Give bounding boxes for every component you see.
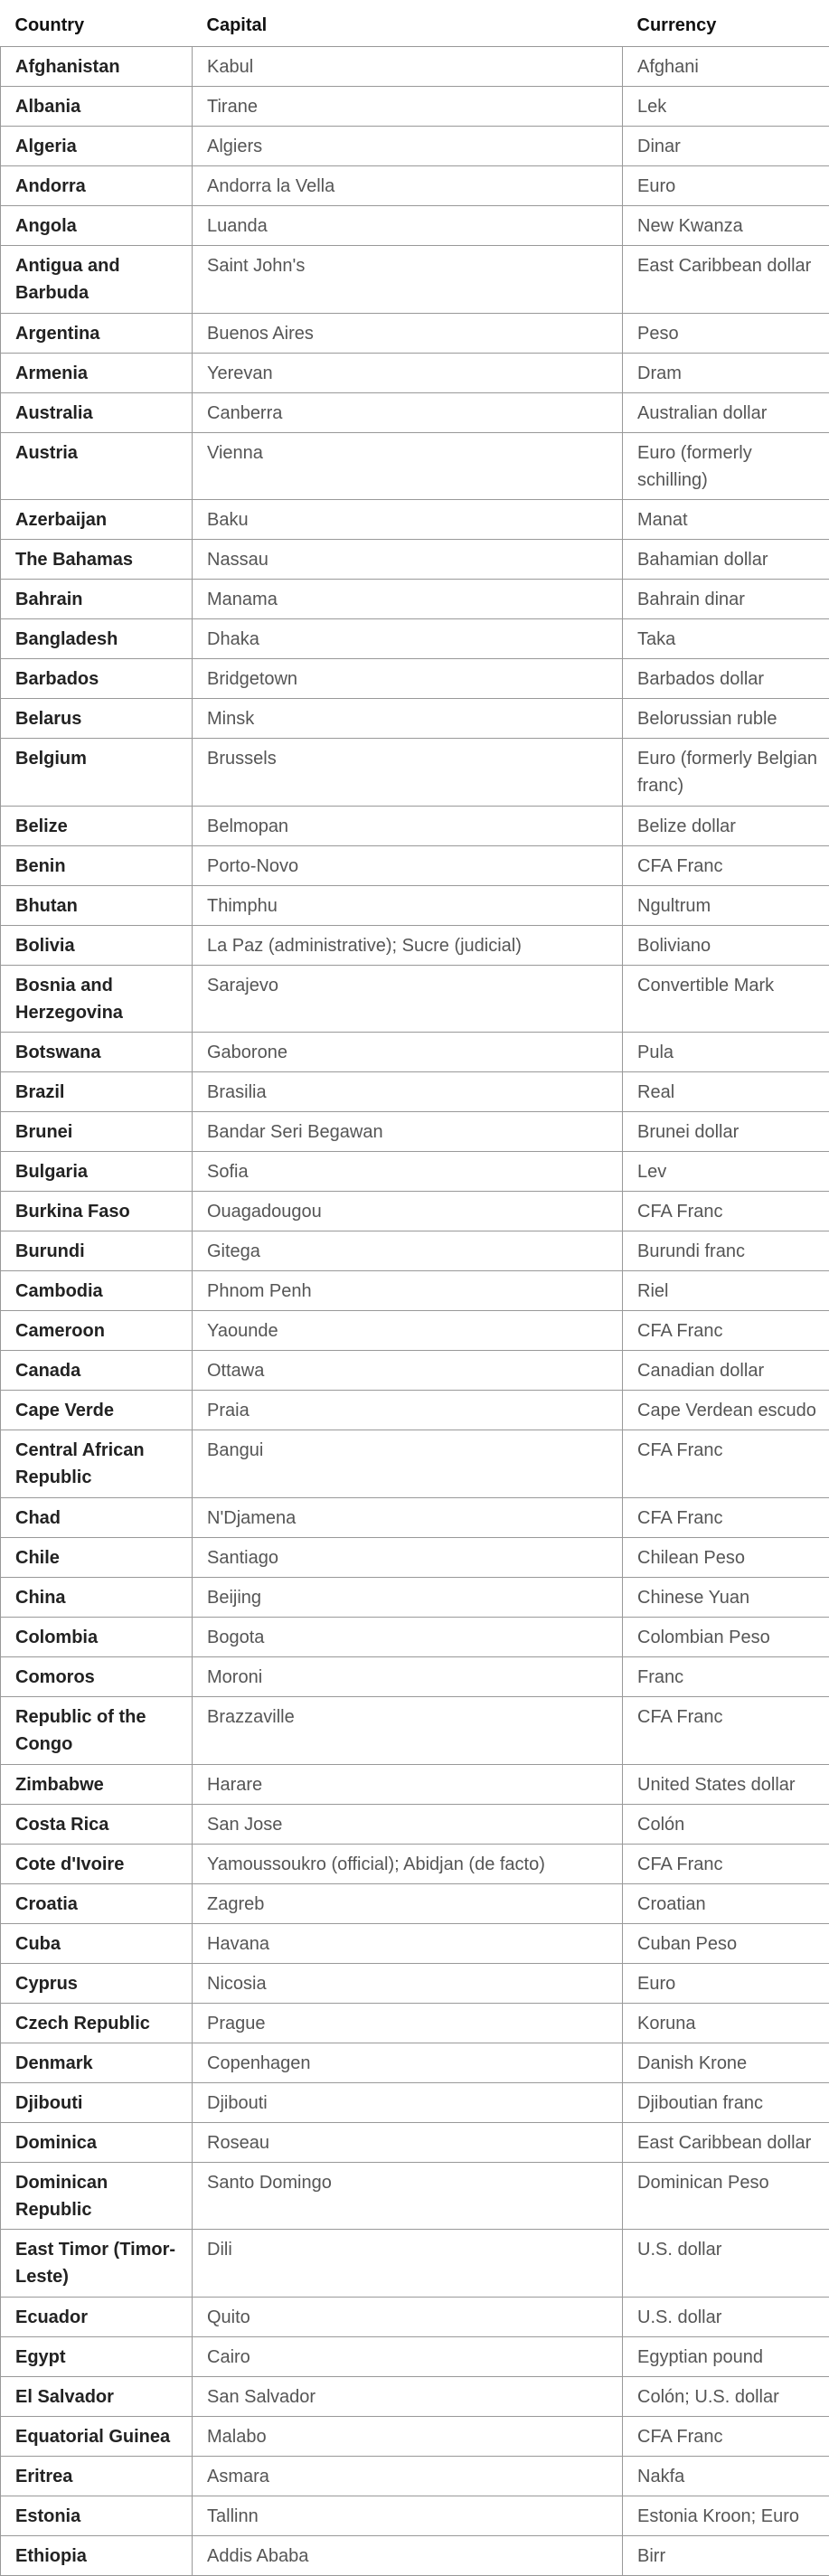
country-cell: Bulgaria	[1, 1152, 193, 1192]
country-cell: Bolivia	[1, 925, 193, 965]
country-cell: El Salvador	[1, 2376, 193, 2416]
currency-cell: Manat	[623, 500, 829, 540]
country-cell: Chad	[1, 1497, 193, 1537]
table-row	[1, 659, 829, 699]
capital-cell: Bridgetown	[193, 659, 623, 699]
country-cell: Andorra	[1, 166, 193, 206]
country-cell: Cameroon	[1, 1311, 193, 1351]
currency-cell: Cuban Peso	[623, 1923, 829, 1963]
capital-cell: San Jose	[193, 1804, 623, 1844]
country-cell: Cambodia	[1, 1271, 193, 1311]
capital-cell: Cairo	[193, 2336, 623, 2376]
capital-cell: Bogota	[193, 1617, 623, 1656]
country-cell: Brunei	[1, 1112, 193, 1152]
country-cell: Zimbabwe	[1, 1764, 193, 1804]
currency-cell: CFA Franc	[623, 1430, 829, 1498]
capital-cell: Tallinn	[193, 2496, 623, 2535]
country-cell: Azerbaijan	[1, 500, 193, 540]
table-row	[1, 1696, 829, 1764]
capital-cell: Phnom Penh	[193, 1271, 623, 1311]
table-row	[1, 2535, 829, 2575]
capital-cell: Sofia	[193, 1152, 623, 1192]
capital-cell: Sarajevo	[193, 965, 623, 1033]
capital-cell: Roseau	[193, 2122, 623, 2162]
country-cell: Cape Verde	[1, 1391, 193, 1430]
capital-cell: Moroni	[193, 1656, 623, 1696]
currency-cell: CFA Franc	[623, 845, 829, 885]
header-row	[1, 1, 829, 47]
currency-cell: Colombian Peso	[623, 1617, 829, 1656]
currency-cell: Colón	[623, 1804, 829, 1844]
currency-cell: Dram	[623, 353, 829, 392]
capital-cell: Bangui	[193, 1430, 623, 1498]
capital-cell: Quito	[193, 2297, 623, 2336]
currency-cell: Pula	[623, 1033, 829, 1072]
table-row	[1, 500, 829, 540]
country-cell: Bahrain	[1, 580, 193, 619]
table-row	[1, 2122, 829, 2162]
table-row	[1, 1963, 829, 2003]
capital-cell: Thimphu	[193, 885, 623, 925]
currency-cell: CFA Franc	[623, 1192, 829, 1231]
table-row	[1, 2043, 829, 2082]
country-cell: Belarus	[1, 699, 193, 739]
currency-cell: U.S. dollar	[623, 2230, 829, 2298]
capital-cell: Brasilia	[193, 1072, 623, 1112]
table-row	[1, 885, 829, 925]
capital-cell: Brussels	[193, 739, 623, 807]
table-row	[1, 2336, 829, 2376]
capital-cell: Andorra la Vella	[193, 166, 623, 206]
country-cell: Czech Republic	[1, 2003, 193, 2043]
country-cell: Croatia	[1, 1883, 193, 1923]
country-cell: Burkina Faso	[1, 1192, 193, 1231]
capital-cell: Ottawa	[193, 1351, 623, 1391]
country-cell: Ethiopia	[1, 2535, 193, 2575]
table-row	[1, 619, 829, 659]
table-row	[1, 1617, 829, 1656]
capital-cell: Santiago	[193, 1537, 623, 1577]
country-cell: Barbados	[1, 659, 193, 699]
currency-cell: Euro	[623, 1963, 829, 2003]
table-row	[1, 2416, 829, 2456]
country-cell: Cyprus	[1, 1963, 193, 2003]
country-cell: Bhutan	[1, 885, 193, 925]
currency-cell: U.S. dollar	[623, 2297, 829, 2336]
currency-cell: Canadian dollar	[623, 1351, 829, 1391]
table-row	[1, 1351, 829, 1391]
currency-cell: Croatian	[623, 1883, 829, 1923]
capital-cell: Harare	[193, 1764, 623, 1804]
currency-cell: East Caribbean dollar	[623, 246, 829, 314]
table-body	[1, 47, 829, 2576]
country-cell: Eritrea	[1, 2456, 193, 2496]
currency-cell: Dominican Peso	[623, 2162, 829, 2230]
country-cell: Comoros	[1, 1656, 193, 1696]
capital-cell: Buenos Aires	[193, 313, 623, 353]
table-row	[1, 353, 829, 392]
table-row	[1, 47, 829, 87]
country-cell: Botswana	[1, 1033, 193, 1072]
table-row	[1, 1923, 829, 1963]
capital-cell: Djibouti	[193, 2082, 623, 2122]
country-cell: Dominica	[1, 2122, 193, 2162]
country-cell: Afghanistan	[1, 47, 193, 87]
country-cell: China	[1, 1577, 193, 1617]
country-cell: Equatorial Guinea	[1, 2416, 193, 2456]
table-row	[1, 1192, 829, 1231]
capital-cell: La Paz (administrative); Sucre (judicial)	[193, 925, 623, 965]
country-cell: Central African Republic	[1, 1430, 193, 1498]
table-row	[1, 2297, 829, 2336]
table-row	[1, 2162, 829, 2230]
currency-cell: Belize dollar	[623, 806, 829, 845]
currency-cell: Colón; U.S. dollar	[623, 2376, 829, 2416]
country-cell: Brazil	[1, 1072, 193, 1112]
table-row	[1, 1311, 829, 1351]
currency-cell: Chinese Yuan	[623, 1577, 829, 1617]
capital-cell: Luanda	[193, 206, 623, 246]
currency-cell: Boliviano	[623, 925, 829, 965]
capital-cell: Vienna	[193, 432, 623, 500]
country-cell: Belize	[1, 806, 193, 845]
country-cell: Ecuador	[1, 2297, 193, 2336]
country-cell: Colombia	[1, 1617, 193, 1656]
table-row	[1, 1112, 829, 1152]
capital-cell: Prague	[193, 2003, 623, 2043]
table-row	[1, 313, 829, 353]
table-row	[1, 2376, 829, 2416]
capital-cell: San Salvador	[193, 2376, 623, 2416]
capital-cell: Yamoussoukro (official); Abidjan (de facto)	[193, 1844, 623, 1883]
currency-cell: United States dollar	[623, 1764, 829, 1804]
country-cell: Burundi	[1, 1231, 193, 1271]
table-row	[1, 2003, 829, 2043]
country-cell: Benin	[1, 845, 193, 885]
currency-cell: CFA Franc	[623, 1696, 829, 1764]
currency-cell: CFA Franc	[623, 2416, 829, 2456]
country-cell: Albania	[1, 87, 193, 127]
currency-cell: Lek	[623, 87, 829, 127]
table-row	[1, 699, 829, 739]
country-cell: Canada	[1, 1351, 193, 1391]
capital-cell: Baku	[193, 500, 623, 540]
currency-cell: Burundi franc	[623, 1231, 829, 1271]
currency-cell: Bahrain dinar	[623, 580, 829, 619]
currency-cell: Nakfa	[623, 2456, 829, 2496]
country-cell: Belgium	[1, 739, 193, 807]
currency-cell: Ngultrum	[623, 885, 829, 925]
currency-cell: New Kwanza	[623, 206, 829, 246]
currency-cell: CFA Franc	[623, 1311, 829, 1351]
currency-cell: Euro	[623, 166, 829, 206]
capital-cell: Tirane	[193, 87, 623, 127]
table-row	[1, 246, 829, 314]
table-row	[1, 1537, 829, 1577]
currency-cell: Bahamian dollar	[623, 540, 829, 580]
capital-cell: Nicosia	[193, 1963, 623, 2003]
capital-cell: Ouagadougou	[193, 1192, 623, 1231]
table-row	[1, 392, 829, 432]
country-cell: Australia	[1, 392, 193, 432]
capital-cell: Canberra	[193, 392, 623, 432]
capital-cell: Malabo	[193, 2416, 623, 2456]
capital-cell: Brazzaville	[193, 1696, 623, 1764]
currency-cell: Euro (formerly schilling)	[623, 432, 829, 500]
country-cell: Cuba	[1, 1923, 193, 1963]
capital-cell: N'Djamena	[193, 1497, 623, 1537]
capital-cell: Asmara	[193, 2456, 623, 2496]
currency-cell: Danish Krone	[623, 2043, 829, 2082]
table-header	[1, 1, 829, 47]
country-cell: East Timor (Timor-Leste)	[1, 2230, 193, 2298]
table-row	[1, 2496, 829, 2535]
currency-cell: Franc	[623, 1656, 829, 1696]
country-cell: Chile	[1, 1537, 193, 1577]
table-row	[1, 1072, 829, 1112]
capital-cell: Zagreb	[193, 1883, 623, 1923]
country-cell: Denmark	[1, 2043, 193, 2082]
capital-cell: Bandar Seri Begawan	[193, 1112, 623, 1152]
country-cell: Estonia	[1, 2496, 193, 2535]
country-cell: Cote d'Ivoire	[1, 1844, 193, 1883]
country-cell: Austria	[1, 432, 193, 500]
capital-cell: Gitega	[193, 1231, 623, 1271]
capital-cell: Porto-Novo	[193, 845, 623, 885]
capital-cell: Belmopan	[193, 806, 623, 845]
currency-cell: CFA Franc	[623, 1844, 829, 1883]
country-cell: Egypt	[1, 2336, 193, 2376]
capital-cell: Dhaka	[193, 619, 623, 659]
table-row	[1, 87, 829, 127]
capital-cell: Saint John's	[193, 246, 623, 314]
table-row	[1, 739, 829, 807]
table-row	[1, 1391, 829, 1430]
capital-cell: Manama	[193, 580, 623, 619]
currency-cell: Egyptian pound	[623, 2336, 829, 2376]
currency-cell: Dinar	[623, 127, 829, 166]
table-row	[1, 965, 829, 1033]
currency-cell: Riel	[623, 1271, 829, 1311]
capital-cell: Yerevan	[193, 353, 623, 392]
country-column-header: Country	[1, 1, 193, 47]
country-cell: Bangladesh	[1, 619, 193, 659]
currency-cell: Afghani	[623, 47, 829, 87]
country-cell: Bosnia and Herzegovina	[1, 965, 193, 1033]
currency-cell: Brunei dollar	[623, 1112, 829, 1152]
table-row	[1, 166, 829, 206]
table-row	[1, 1497, 829, 1537]
capital-cell: Algiers	[193, 127, 623, 166]
capital-cell: Yaounde	[193, 1311, 623, 1351]
country-cell: Antigua and Barbuda	[1, 246, 193, 314]
capital-cell: Kabul	[193, 47, 623, 87]
table-row	[1, 1231, 829, 1271]
currency-cell: Lev	[623, 1152, 829, 1192]
table-row	[1, 1152, 829, 1192]
capital-cell: Minsk	[193, 699, 623, 739]
table-row	[1, 2456, 829, 2496]
table-row	[1, 1844, 829, 1883]
table-row	[1, 1033, 829, 1072]
currency-cell: Birr	[623, 2535, 829, 2575]
country-cell: Republic of the Congo	[1, 1696, 193, 1764]
currency-cell: Barbados dollar	[623, 659, 829, 699]
table-row	[1, 806, 829, 845]
capital-cell: Gaborone	[193, 1033, 623, 1072]
capital-cell: Praia	[193, 1391, 623, 1430]
table-row	[1, 580, 829, 619]
capital-cell: Beijing	[193, 1577, 623, 1617]
capital-cell: Dili	[193, 2230, 623, 2298]
capital-column-header: Capital	[193, 1, 623, 47]
table-row	[1, 1430, 829, 1498]
capital-cell: Copenhagen	[193, 2043, 623, 2082]
currency-cell: CFA Franc	[623, 1497, 829, 1537]
country-cell: Argentina	[1, 313, 193, 353]
country-cell: Algeria	[1, 127, 193, 166]
table-row	[1, 2082, 829, 2122]
currency-cell: Djiboutian franc	[623, 2082, 829, 2122]
currency-column-header: Currency	[623, 1, 829, 47]
table-row	[1, 540, 829, 580]
table-row	[1, 2230, 829, 2298]
table-row	[1, 1271, 829, 1311]
currency-cell: Convertible Mark	[623, 965, 829, 1033]
country-cell: Armenia	[1, 353, 193, 392]
capital-cell: Havana	[193, 1923, 623, 1963]
country-cell: Djibouti	[1, 2082, 193, 2122]
table-row	[1, 1577, 829, 1617]
currency-cell: Euro (formerly Belgian franc)	[623, 739, 829, 807]
table-row	[1, 432, 829, 500]
table-row	[1, 1656, 829, 1696]
currency-cell: Cape Verdean escudo	[623, 1391, 829, 1430]
table-row	[1, 206, 829, 246]
currency-cell: Belorussian ruble	[623, 699, 829, 739]
currency-cell: Australian dollar	[623, 392, 829, 432]
table-row	[1, 127, 829, 166]
capital-cell: Nassau	[193, 540, 623, 580]
table-row	[1, 1883, 829, 1923]
currency-cell: Chilean Peso	[623, 1537, 829, 1577]
country-cell: Dominican Republic	[1, 2162, 193, 2230]
currency-cell: Taka	[623, 619, 829, 659]
currency-cell: Real	[623, 1072, 829, 1112]
currency-cell: East Caribbean dollar	[623, 2122, 829, 2162]
country-cell: Costa Rica	[1, 1804, 193, 1844]
currency-cell: Peso	[623, 313, 829, 353]
capital-cell: Santo Domingo	[193, 2162, 623, 2230]
table-row	[1, 845, 829, 885]
currency-cell: Estonia Kroon; Euro	[623, 2496, 829, 2535]
currency-cell: Koruna	[623, 2003, 829, 2043]
table-row	[1, 1804, 829, 1844]
table-row	[1, 1764, 829, 1804]
country-cell: The Bahamas	[1, 540, 193, 580]
table-row	[1, 925, 829, 965]
capital-cell: Addis Ababa	[193, 2535, 623, 2575]
country-cell: Angola	[1, 206, 193, 246]
